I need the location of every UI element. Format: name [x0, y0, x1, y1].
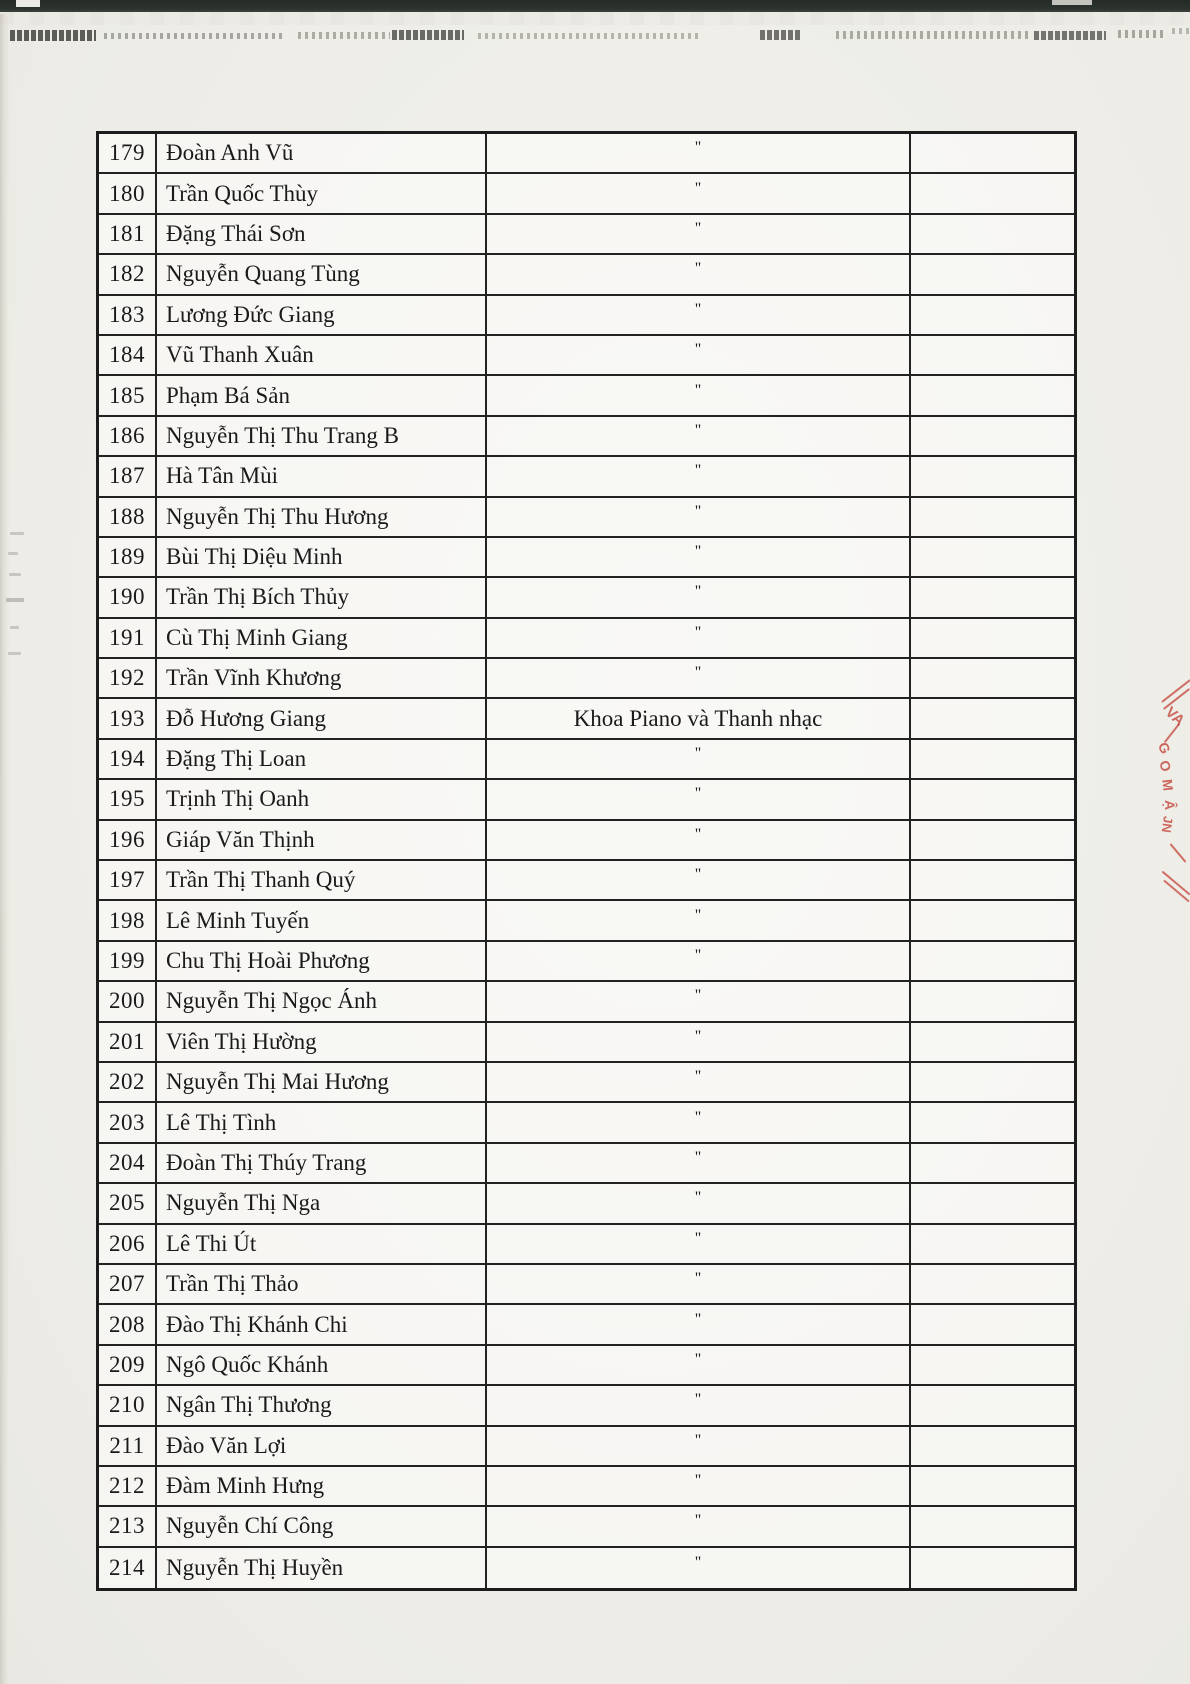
department-cell: [487, 578, 911, 618]
name-cell: Lê Minh Tuyến: [157, 901, 487, 941]
empty-cell: [911, 296, 1074, 336]
empty-cell: [911, 780, 1074, 820]
name-cell: Ngô Quốc Khánh: [157, 1346, 487, 1386]
department-cell: [487, 1184, 911, 1224]
name-cell: Nguyễn Thị Ngọc Ánh: [157, 982, 487, 1022]
department-cell: [487, 538, 911, 578]
row-number-cell: 197: [99, 861, 157, 901]
row-number-cell: 181: [99, 215, 157, 255]
name-cell: Đàm Minh Hưng: [157, 1467, 487, 1507]
department-cell: [487, 376, 911, 416]
staff-table: [96, 131, 1077, 1591]
name-cell: Trần Quốc Thùy: [157, 174, 487, 214]
name-cell: Đoàn Thị Thúy Trang: [157, 1144, 487, 1184]
name-cell: Nguyễn Thị Huyền: [157, 1548, 487, 1588]
row-number-cell: 212: [99, 1467, 157, 1507]
ditto-mark: ": [694, 664, 702, 682]
row-number-cell: 204: [99, 1144, 157, 1184]
name-cell: Đặng Thị Loan: [157, 740, 487, 780]
row-number-cell: 198: [99, 901, 157, 941]
ditto-mark: ": [694, 906, 702, 924]
stamp-fragment: VA: [1161, 703, 1188, 730]
row-number-cell: 208: [99, 1305, 157, 1345]
department-cell: [487, 457, 911, 497]
row-number-cell: 210: [99, 1386, 157, 1426]
name-cell: Vũ Thanh Xuân: [157, 336, 487, 376]
empty-cell: [911, 1507, 1074, 1547]
row-number-cell: 180: [99, 174, 157, 214]
ditto-mark: ": [694, 1270, 702, 1288]
name-cell: Chu Thị Hoài Phương: [157, 942, 487, 982]
row-number-cell: 191: [99, 619, 157, 659]
name-cell: Trần Thị Thanh Quý: [157, 861, 487, 901]
ditto-mark: ": [694, 947, 702, 964]
empty-cell: [911, 821, 1074, 861]
empty-cell: [911, 699, 1074, 739]
row-number-cell: 201: [99, 1023, 157, 1063]
row-number-cell: 187: [99, 457, 157, 497]
ditto-mark: ": [694, 1512, 702, 1530]
department-cell: [487, 215, 911, 255]
empty-cell: [911, 1548, 1074, 1588]
scanner-bar-gap: [16, 0, 40, 7]
row-number-cell: 190: [99, 578, 157, 618]
page-left-edge-shadow: [0, 14, 9, 1684]
department-cell: [487, 1548, 911, 1588]
department-cell: [487, 498, 911, 538]
ditto-mark: ": [694, 987, 702, 1005]
department-cell: [487, 1144, 911, 1184]
empty-cell: [911, 336, 1074, 376]
row-number-cell: 199: [99, 942, 157, 982]
ditto-mark: ": [694, 300, 702, 318]
empty-cell: [911, 1225, 1074, 1265]
name-cell: Nguyễn Thị Mai Hương: [157, 1063, 487, 1103]
row-number-cell: 209: [99, 1346, 157, 1386]
name-cell: Nguyễn Quang Tùng: [157, 255, 487, 295]
department-cell: [487, 1063, 911, 1103]
empty-cell: [911, 1386, 1074, 1426]
ditto-mark: ": [694, 502, 702, 520]
ditto-mark: ": [694, 1068, 702, 1086]
name-cell: Trần Thị Bích Thủy: [157, 578, 487, 618]
ditto-mark: ": [694, 1431, 702, 1449]
name-cell: Phạm Bá Sản: [157, 376, 487, 416]
department-cell: [487, 1225, 911, 1265]
row-number-cell: 183: [99, 296, 157, 336]
ditto-mark: ": [694, 866, 702, 884]
department-cell: [487, 1265, 911, 1305]
empty-cell: [911, 215, 1074, 255]
department-cell: [487, 942, 911, 982]
department-cell: [487, 174, 911, 214]
department-cell: [487, 1346, 911, 1386]
row-number-cell: 206: [99, 1225, 157, 1265]
empty-cell: [911, 1265, 1074, 1305]
department-cell: [487, 780, 911, 820]
ditto-mark: ": [694, 623, 702, 641]
department-cell: [487, 1427, 911, 1467]
empty-cell: [911, 982, 1074, 1022]
department-cell: [487, 336, 911, 376]
empty-cell: [911, 1346, 1074, 1386]
name-cell: Cù Thị Minh Giang: [157, 619, 487, 659]
ditto-mark: ": [694, 785, 702, 803]
department-cell: [487, 1467, 911, 1507]
empty-cell: [911, 1427, 1074, 1467]
row-number-cell: 194: [99, 740, 157, 780]
row-number-cell: 193: [99, 699, 157, 739]
empty-cell: [911, 417, 1074, 457]
department-cell: [487, 901, 911, 941]
name-cell: Lương Đức Giang: [157, 296, 487, 336]
empty-cell: [911, 255, 1074, 295]
empty-cell: [911, 134, 1074, 174]
department-cell: [487, 619, 911, 659]
row-number-cell: 182: [99, 255, 157, 295]
empty-cell: [911, 1144, 1074, 1184]
row-number-cell: 195: [99, 780, 157, 820]
ditto-mark: ": [694, 1553, 702, 1571]
name-cell: Ngân Thị Thương: [157, 1386, 487, 1426]
department-cell: [487, 417, 911, 457]
ditto-mark: ": [694, 219, 702, 237]
name-cell: Nguyễn Thị Nga: [157, 1184, 487, 1224]
row-number-cell: 189: [99, 538, 157, 578]
name-cell: Lê Thị Tình: [157, 1103, 487, 1143]
department-cell: [487, 1386, 911, 1426]
ditto-mark: ": [694, 1189, 702, 1207]
row-number-cell: 185: [99, 376, 157, 416]
red-stamp-partial: [1150, 684, 1190, 906]
empty-cell: [911, 901, 1074, 941]
empty-cell: [911, 659, 1074, 699]
department-cell: [487, 740, 911, 780]
name-cell: Đặng Thái Sơn: [157, 215, 487, 255]
row-number-cell: 196: [99, 821, 157, 861]
row-number-cell: 203: [99, 1103, 157, 1143]
ditto-mark: ": [694, 583, 702, 601]
row-number-cell: 202: [99, 1063, 157, 1103]
row-number-cell: 186: [99, 417, 157, 457]
ditto-mark: ": [694, 381, 702, 399]
empty-cell: [911, 498, 1074, 538]
stamp-fragment: JN: [1158, 815, 1176, 834]
row-number-cell: 211: [99, 1427, 157, 1467]
department-cell: [487, 255, 911, 295]
name-cell: Trần Vĩnh Khương: [157, 659, 487, 699]
row-number-cell: 192: [99, 659, 157, 699]
name-cell: Đào Thị Khánh Chi: [157, 1305, 487, 1345]
ditto-mark: ": [694, 1472, 702, 1490]
empty-cell: [911, 1305, 1074, 1345]
name-cell: Viên Thị Hường: [157, 1023, 487, 1063]
stamp-rim-line: [1170, 843, 1187, 863]
empty-cell: [911, 578, 1074, 618]
row-number-cell: 188: [99, 498, 157, 538]
ditto-mark: ": [694, 1391, 702, 1409]
empty-cell: [911, 1467, 1074, 1507]
row-number-cell: 214: [99, 1548, 157, 1588]
department-cell: [487, 659, 911, 699]
name-cell: Hà Tân Mùi: [157, 457, 487, 497]
ditto-mark: ": [694, 825, 702, 843]
ditto-mark: ": [694, 1027, 702, 1045]
empty-cell: [911, 174, 1074, 214]
stamp-fragment: O: [1156, 758, 1175, 774]
department-cell: [487, 982, 911, 1022]
department-cell: [487, 1103, 911, 1143]
row-number-cell: 205: [99, 1184, 157, 1224]
ditto-mark: ": [694, 139, 702, 157]
empty-cell: [911, 376, 1074, 416]
ditto-mark: ": [694, 1148, 702, 1166]
department-cell: [487, 296, 911, 336]
department-cell: [487, 134, 911, 174]
ditto-mark: ": [694, 341, 702, 359]
ditto-mark: ": [694, 745, 702, 763]
empty-cell: [911, 1063, 1074, 1103]
department-cell: [487, 1305, 911, 1345]
empty-cell: [911, 538, 1074, 578]
name-cell: Bùi Thị Diệu Minh: [157, 538, 487, 578]
empty-cell: [911, 942, 1074, 982]
empty-cell: [911, 740, 1074, 780]
ditto-mark: ": [694, 421, 702, 439]
empty-cell: [911, 861, 1074, 901]
row-number-cell: 213: [99, 1507, 157, 1547]
empty-cell: [911, 1103, 1074, 1143]
ditto-mark: ": [694, 462, 702, 480]
department-cell: [487, 1507, 911, 1547]
name-cell: Nguyễn Thị Thu Hương: [157, 498, 487, 538]
ditto-mark: ": [694, 543, 702, 561]
empty-cell: [911, 1184, 1074, 1224]
ditto-mark: ": [694, 179, 702, 197]
stamp-fragment: M: [1159, 778, 1177, 792]
ditto-mark: ": [694, 260, 702, 278]
scan-texture-strip: [0, 12, 1190, 25]
name-cell: Đào Văn Lợi: [157, 1427, 487, 1467]
row-number-cell: 200: [99, 982, 157, 1022]
ditto-mark: ": [694, 1108, 702, 1126]
ditto-mark: ": [694, 1310, 702, 1328]
name-cell: Đỗ Hương Giang: [157, 699, 487, 739]
name-cell: Lê Thi Út: [157, 1225, 487, 1265]
empty-cell: [911, 1023, 1074, 1063]
department-cell: Khoa Piano và Thanh nhạc: [487, 699, 911, 739]
empty-cell: [911, 619, 1074, 659]
stamp-fragment: Ậ: [1162, 799, 1179, 811]
name-cell: Nguyễn Thị Thu Trang B: [157, 417, 487, 457]
row-number-cell: 179: [99, 134, 157, 174]
scanner-bar-gap: [1052, 0, 1092, 5]
row-number-cell: 184: [99, 336, 157, 376]
scanner-edge-bar: [0, 0, 1190, 12]
department-cell: [487, 1023, 911, 1063]
row-number-cell: 207: [99, 1265, 157, 1305]
name-cell: Trần Thị Thảo: [157, 1265, 487, 1305]
department-cell: [487, 821, 911, 861]
stamp-fragment: G: [1154, 739, 1174, 757]
empty-cell: [911, 457, 1074, 497]
name-cell: Nguyễn Chí Công: [157, 1507, 487, 1547]
name-cell: Trịnh Thị Oanh: [157, 780, 487, 820]
ditto-mark: ": [694, 1229, 702, 1247]
name-cell: Giáp Văn Thịnh: [157, 821, 487, 861]
name-cell: Đoàn Anh Vũ: [157, 134, 487, 174]
department-cell: [487, 861, 911, 901]
ditto-mark: ": [694, 1350, 702, 1368]
